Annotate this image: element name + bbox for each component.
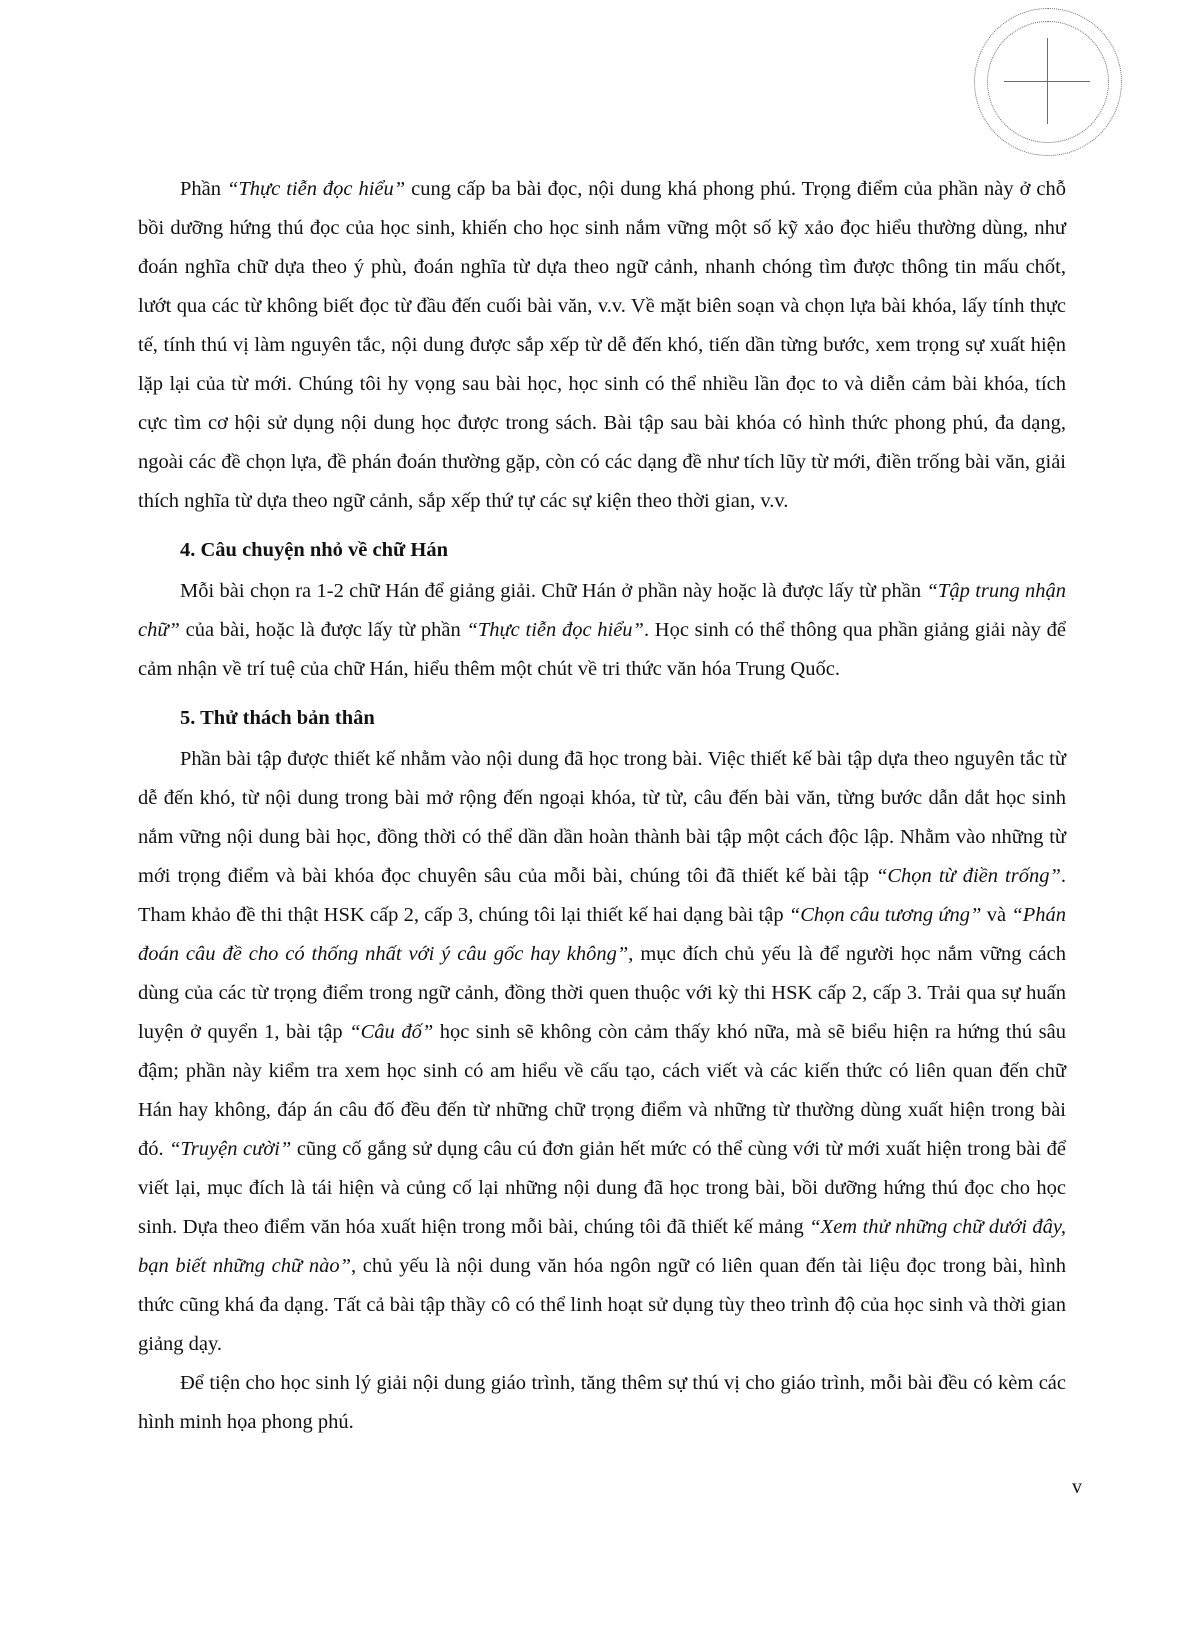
text-run: . Học sinh có thể thông qua phần giảng giải này để cảm nhận về trí tuệ của chữ Hán, hiểu thêm một chút về tri thức văn hóa Trung Quốc.	[138, 619, 1066, 680]
emphasis-text: “Truyện cười”	[169, 1138, 292, 1160]
body-paragraph	[138, 1364, 1066, 1442]
emphasis-text: “Chọn câu tương ứng”	[788, 904, 982, 926]
text-run: Phần	[180, 178, 227, 200]
registration-mark-icon	[974, 8, 1122, 156]
emphasis-text: “Thực tiễn đọc hiểu”	[226, 178, 406, 200]
text-run: , chủ yếu là nội dung văn hóa ngôn ngữ có liên quan đến tài liệu đọc trong bài, hình thức cũng khá đa dạng. Tất cả bài tập thầy cô có thể linh hoạt sử dụng tùy theo trình độ của học sinh và thời gian giảng dạy.	[138, 1255, 1067, 1355]
text-run: học sinh sẽ không còn cảm thấy khó nữa, mà sẽ biểu hiện ra hứng thú sâu đậm; phần này kiểm tra xem học sinh có am hiểu về cấu tạo, cách viết và các kiến thức có liên quan đến chữ Hán hay không, đáp án câu đố đều đến từ những chữ trọng điểm và những từ thường dùng xuất hiện trong bài đó.	[138, 1021, 1066, 1160]
body-paragraph	[138, 170, 1066, 521]
registration-ring-inner	[987, 21, 1109, 143]
text-run: 5. Thử thách bản thân	[180, 707, 375, 729]
emphasis-text: “Chọn từ điền trống”	[875, 865, 1061, 887]
emphasis-text: “Tập trung nhận chữ”	[138, 580, 1066, 641]
text-run: , mục đích chủ yếu là để người học nắm vững cách dùng của các từ trọng điểm trong ngữ cảnh, đồng thời quen thuộc với kỳ thi HSK cấp 2, cấp 3. Trải qua sự huấn luyện ở quyển 1, bài tập	[138, 943, 1066, 1043]
text-run: Phần bài tập được thiết kế nhằm vào nội dung đã học trong bài. Việc thiết kế bài tập dựa theo nguyên tắc từ dễ đến khó, từ nội dung trong bài mở rộng đến ngoại khóa, từ từ, câu đến bài văn, từng bước dẫn dắt học sinh nắm vững nội dung bài học, đồng thời có thể dần dần hoàn thành bài tập một cách độc lập. Nhằm vào những từ mới trọng điểm và bài khóa đọc chuyên sâu của mỗi bài, chúng tôi đã thiết kế bài tập	[138, 748, 1066, 887]
section-heading	[138, 531, 1066, 570]
section-heading	[138, 699, 1066, 738]
text-run: cung cấp ba bài đọc, nội dung khá phong phú. Trọng điểm của phần này ở chỗ bồi dưỡng hứng thú đọc của học sinh, khiến cho học sinh nắm vững một số kỹ xảo đọc hiểu thường dùng, như đoán nghĩa chữ dựa theo ý phù, đoán nghĩa từ dựa theo ngữ cảnh, nhanh chóng tìm được thông tin mấu chốt, lướt qua các từ không biết đọc từ đầu đến cuối bài văn, v.v. Về mặt biên soạn và chọn lựa bài khóa, lấy tính thực tế, tính thú vị làm nguyên tắc, nội dung được sắp xếp từ dễ đến khó, tiến dần từng bước, xem trọng sự xuất hiện lặp lại của từ mới. Chúng tôi hy vọng sau bài học, học sinh có thể nhiều lần đọc to và diễn cảm bài khóa, tích cực tìm cơ hội sử dụng nội dung học được trong sách. Bài tập sau bài khóa có hình thức phong phú, đa dạng, ngoài các đề chọn lựa, đề phán đoán thường gặp, còn có các dạng đề như tích lũy từ mới, điền trống bài văn, giải thích nghĩa từ dựa theo ngữ cảnh, sắp xếp thứ tự các sự kiện theo thời gian, v.v.	[138, 178, 1066, 512]
text-run: cũng cố gắng sử dụng câu cú đơn giản hết mức có thể cùng với từ mới xuất hiện trong bài để viết lại, mục đích là tái hiện và củng cố lại những nội dung đã học trong bài, bồi dưỡng hứng thú đọc cho học sinh. Dựa theo điểm văn hóa xuất hiện trong mỗi bài, chúng tôi đã thiết kế mảng	[138, 1138, 1066, 1238]
page-number: v	[1072, 1476, 1082, 1498]
text-run: và	[981, 904, 1012, 926]
text-run: Mỗi bài chọn ra 1-2 chữ Hán để giảng giải. Chữ Hán ở phần này hoặc là được lấy từ phần	[180, 580, 927, 602]
body-paragraph	[138, 740, 1066, 1364]
emphasis-text: “Xem thử những chữ dưới đây, bạn biết những chữ nào”	[138, 1216, 1066, 1277]
text-run: của bài, hoặc là được lấy từ phần	[179, 619, 467, 641]
text-run: 4. Câu chuyện nhỏ về chữ Hán	[180, 539, 449, 561]
emphasis-text: “Thực tiễn đọc hiểu”	[466, 619, 644, 641]
emphasis-text: “Phán đoán câu đề cho có thống nhất với ý câu gốc hay không”	[138, 904, 1066, 965]
body-paragraph	[138, 572, 1066, 689]
text-run: . Tham khảo đề thi thật HSK cấp 2, cấp 3, chúng tôi lại thiết kế hai dạng bài tập	[138, 865, 1066, 926]
registration-crosshair-vertical	[1047, 38, 1048, 124]
text-run: Để tiện cho học sinh lý giải nội dung giáo trình, tăng thêm sự thú vị cho giáo trình, mỗi bài đều có kèm các hình minh họa phong phú.	[138, 1372, 1066, 1433]
page-body	[138, 170, 1066, 1442]
emphasis-text: “Câu đố”	[349, 1021, 434, 1043]
